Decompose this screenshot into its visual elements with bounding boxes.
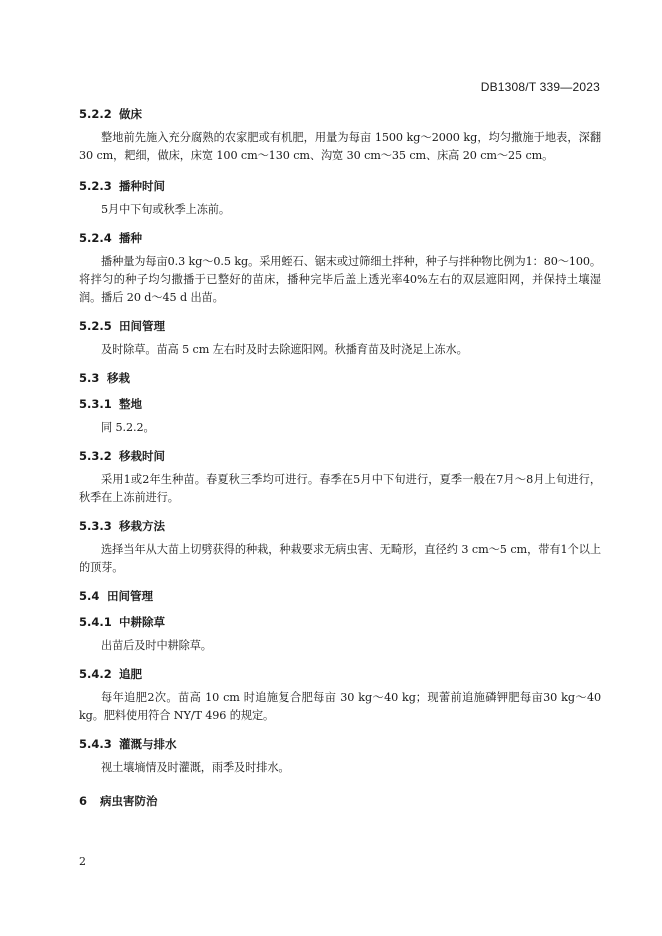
section-title: 播种时间 — [119, 179, 165, 193]
section-title: 移栽时间 — [119, 449, 165, 463]
section-heading-5-2-3 — [79, 179, 601, 193]
section-title: 移栽方法 — [119, 519, 165, 533]
section-title: 田间管理 — [119, 319, 165, 333]
section-number: 5.3.3 — [79, 519, 112, 533]
paragraph: 及时除草。苗高 5 cm 左右时及时去除遮阳网。秋播育苗及时浇足上冻水。 — [101, 343, 468, 356]
section-title: 做床 — [119, 107, 142, 121]
section-title: 灌溉与排水 — [119, 737, 177, 751]
section-title: 追肥 — [119, 667, 142, 681]
section-heading-6 — [79, 794, 601, 808]
section-heading-5-4-3 — [79, 737, 601, 751]
section-number: 5.4.3 — [79, 737, 112, 751]
section-number: 5.4 — [79, 589, 100, 603]
section-number: 5.2.4 — [79, 231, 112, 245]
section-number: 6 — [79, 794, 88, 808]
section-number: 5.3 — [79, 371, 100, 385]
section-heading-5-2-2 — [79, 107, 601, 121]
document-code: DB1308/T 339—2023 — [480, 80, 600, 94]
paragraph: 每年追肥2次。苗高 10 cm 时追施复合肥每亩 30 kg～40 kg；现蕾前追施磷钾肥每亩30 kg～40 kg。肥料使用符合 NY/T 496 的规定。 — [79, 691, 601, 722]
section-heading-5-2-5 — [79, 319, 601, 333]
section-number: 5.2.3 — [79, 179, 112, 193]
page-body — [79, 107, 601, 808]
section-title: 中耕除草 — [119, 615, 165, 629]
paragraph: 5月中下旬或秋季上冻前。 — [101, 203, 230, 216]
paragraph: 播种量为每亩0.3 kg～0.5 kg。采用蛭石、锯末或过筛细土拌种，种子与拌种物比例为1：80～100。将拌匀的种子均匀撒播于已整好的苗床，播种完毕后盖上透光率40%左右的双层遮阳网，并保持土壤湿润。播后 20 d～45 d 出苗。 — [79, 255, 601, 304]
section-title: 病虫害防治 — [100, 794, 158, 808]
paragraph: 视土壤墒情及时灌溉，雨季及时排水。 — [101, 761, 290, 774]
section-number: 5.4.2 — [79, 667, 112, 681]
paragraph: 出苗后及时中耕除草。 — [101, 639, 212, 652]
paragraph: 选择当年从大苗上切劈获得的种栽，种栽要求无病虫害、无畸形，直径约 3 cm～5 cm，带有1个以上的顶芽。 — [79, 543, 601, 574]
section-heading-5-3-1 — [79, 397, 601, 411]
section-number: 5.3.2 — [79, 449, 112, 463]
section-heading-5-3-3 — [79, 519, 601, 533]
section-heading-5-4-1 — [79, 615, 601, 629]
section-heading-5-4 — [79, 589, 601, 603]
section-number: 5.3.1 — [79, 397, 112, 411]
section-heading-5-3-2 — [79, 449, 601, 463]
section-title: 田间管理 — [107, 589, 153, 603]
section-heading-5-4-2 — [79, 667, 601, 681]
section-title: 整地 — [119, 397, 142, 411]
section-heading-5-2-4 — [79, 231, 601, 245]
paragraph: 同 5.2.2。 — [101, 421, 155, 434]
section-number: 5.2.2 — [79, 107, 112, 121]
section-number: 5.4.1 — [79, 615, 112, 629]
section-title: 移栽 — [107, 371, 130, 385]
section-number: 5.2.5 — [79, 319, 112, 333]
paragraph: 整地前先施入充分腐熟的农家肥或有机肥，用量为每亩 1500 kg～2000 kg，均匀撒施于地表，深翻30 cm，耙细，做床，床宽 100 cm～130 cm、沟宽 30 cm～35 cm、床高 20 cm～25 cm。 — [79, 131, 601, 162]
paragraph: 采用1或2年生种苗。春夏秋三季均可进行。春季在5月中下旬进行，夏季一般在7月～8月上旬进行，秋季在上冻前进行。 — [79, 473, 601, 504]
section-title: 播种 — [119, 231, 142, 245]
page-number: 2 — [79, 855, 86, 868]
section-heading-5-3 — [79, 371, 601, 385]
